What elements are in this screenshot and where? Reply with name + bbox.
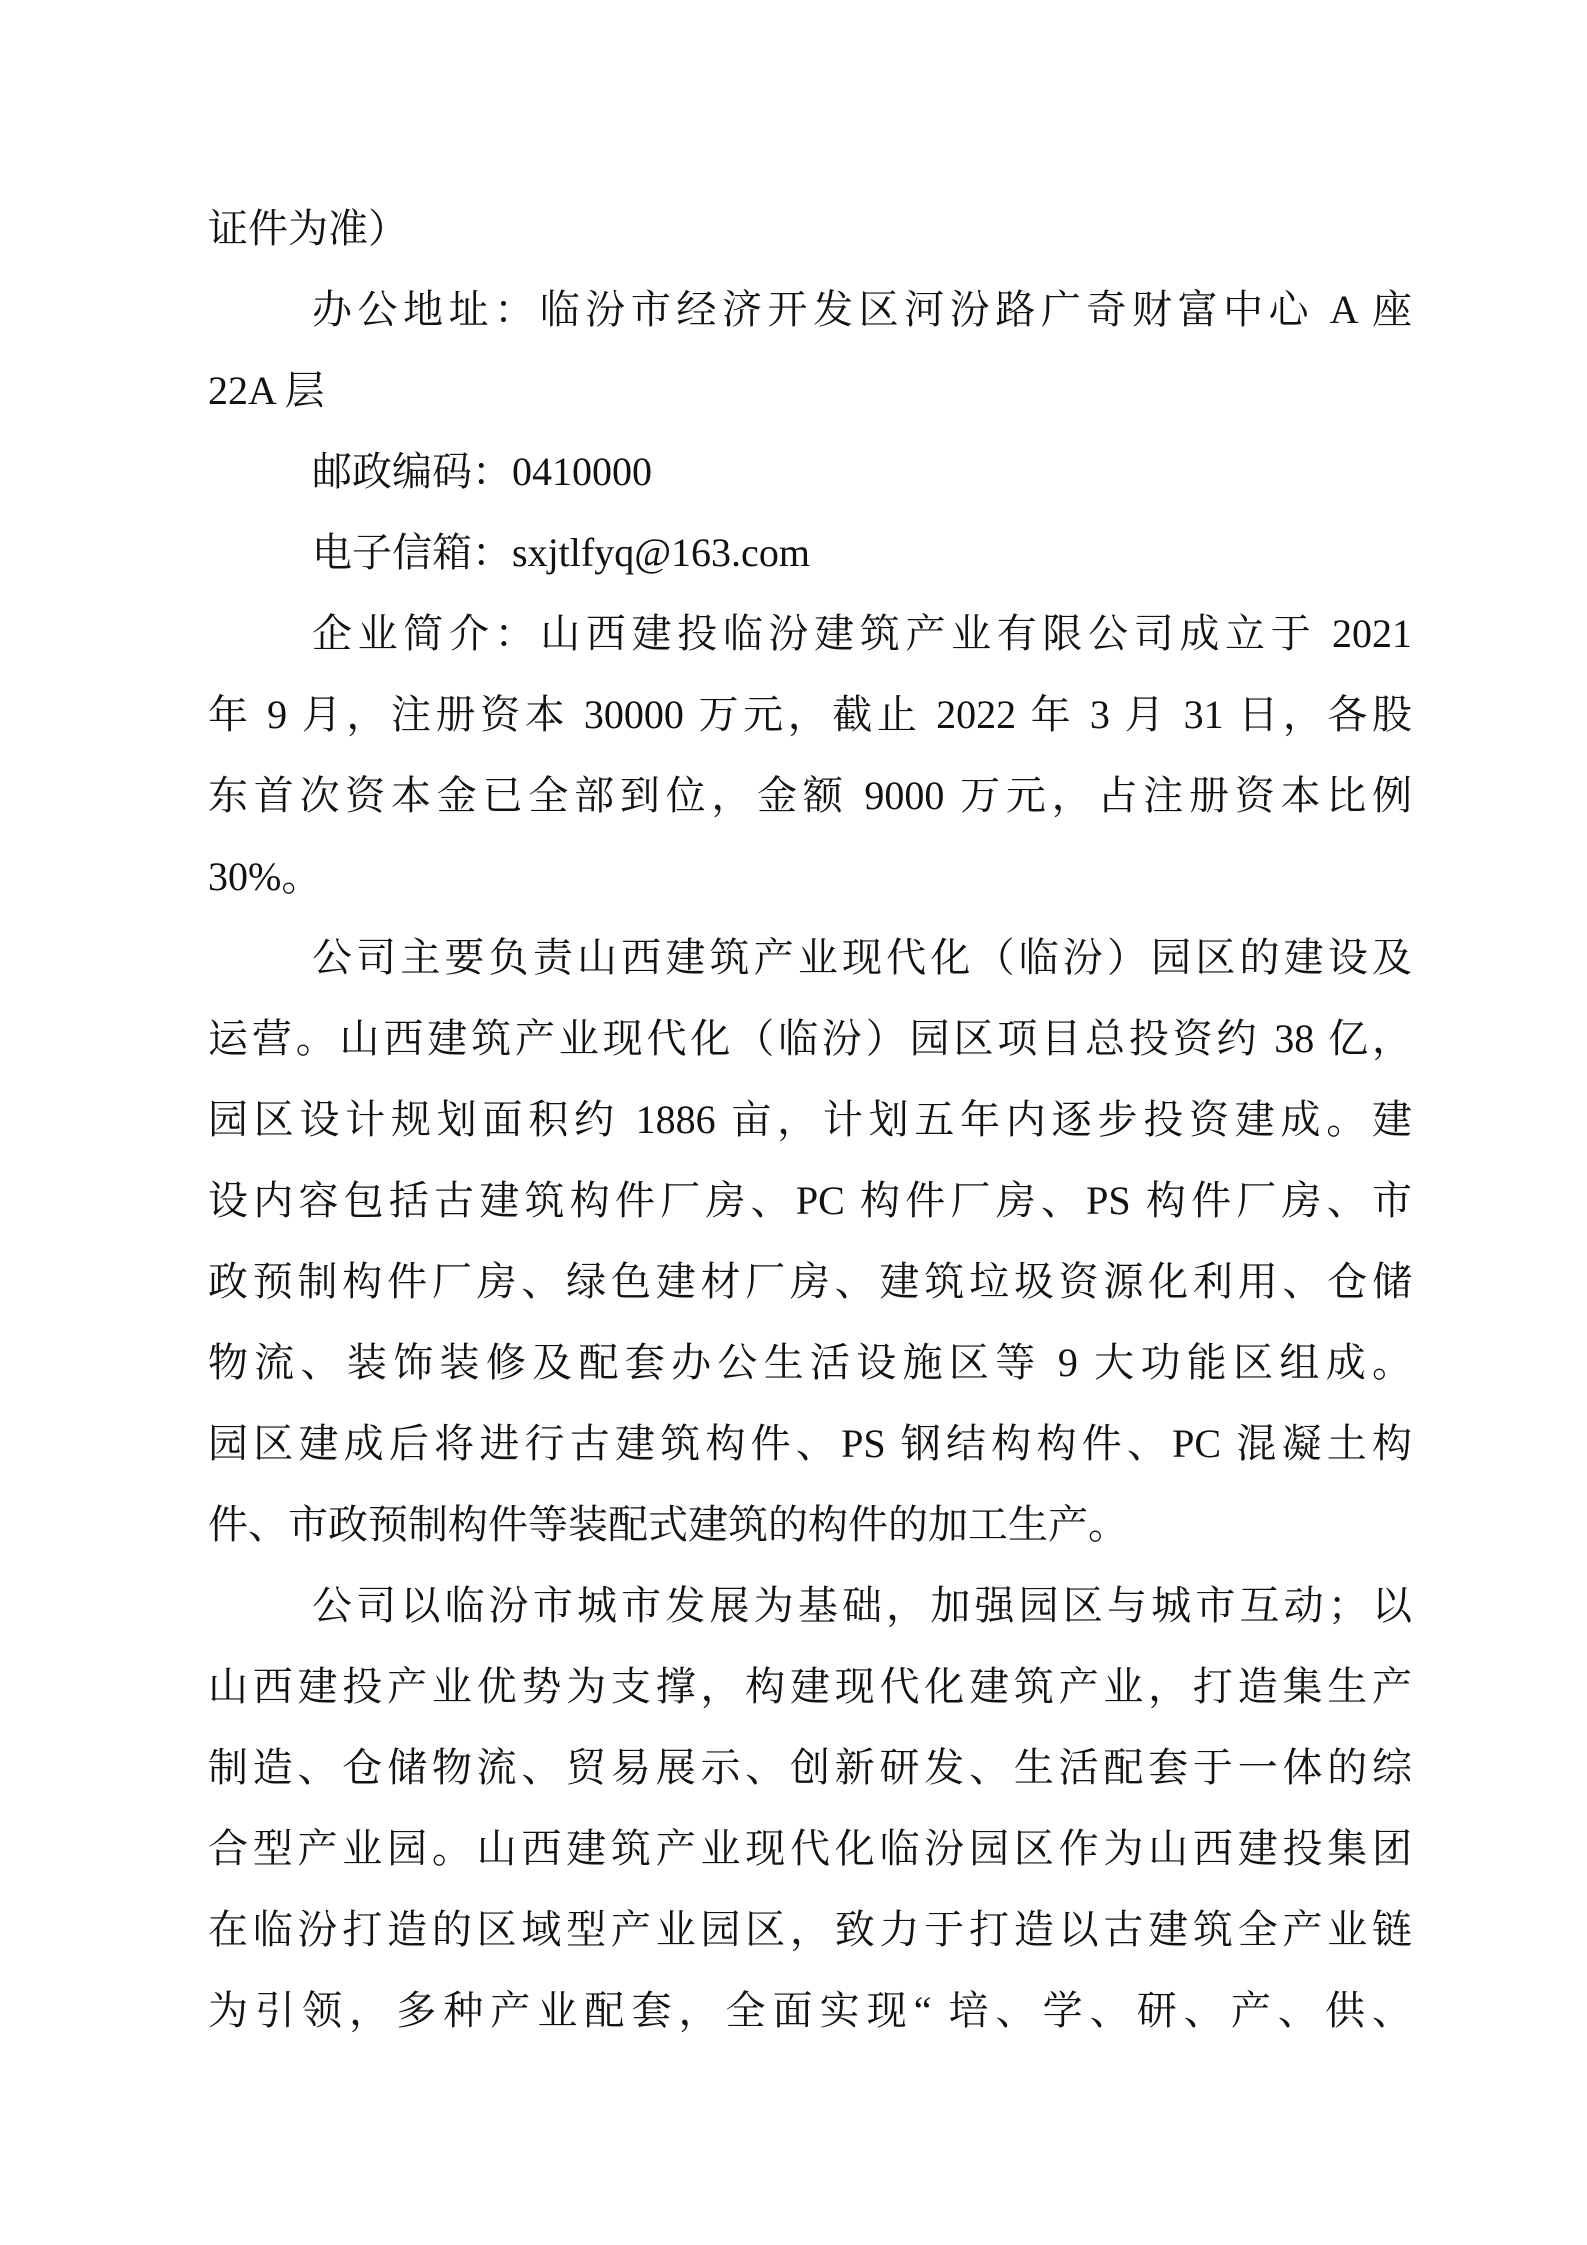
text-line: 电子信箱：sxjtlfyq@163.com xyxy=(312,530,810,575)
text-line: 件、市政预制构件等装配式建筑的构件的加工生产。 xyxy=(208,1502,1128,1547)
text-line: 在临汾打造的区域型产业园区，致力于打造以古建筑全产业链 xyxy=(208,1907,1412,1952)
text-line: 政预制构件厂房、绿色建材厂房、建筑垃圾资源化利用、仓储 xyxy=(208,1259,1412,1304)
text-line: 合型产业园。山西建筑产业现代化临汾园区作为山西建投集团 xyxy=(208,1826,1412,1871)
text-line: 22A 层 xyxy=(208,368,325,413)
text-line: 东首次资本金已全部到位，金额 9000 万元，占注册资本比例 xyxy=(208,773,1412,818)
text-line: 公司主要负责山西建筑产业现代化（临汾）园区的建设及 xyxy=(312,935,1412,980)
text-line: 制造、仓储物流、贸易展示、创新研发、生活配套于一体的综 xyxy=(208,1745,1412,1790)
text-line: 年 9 月，注册资本 30000 万元，截止 2022 年 3 月 31 日，各股 xyxy=(208,692,1412,737)
text-line: 山西建投产业优势为支撑，构建现代化建筑产业，打造集生产 xyxy=(208,1664,1412,1709)
text-line: 设内容包括古建筑构件厂房、PC 构件厂房、PS 构件厂房、市 xyxy=(208,1178,1412,1223)
text-line: 30%。 xyxy=(208,854,322,899)
document-body xyxy=(208,188,1412,2051)
text-line: 证件为准） xyxy=(208,206,408,251)
text-line: 物流、装饰装修及配套办公生活设施区等 9 大功能区组成。 xyxy=(208,1340,1412,1385)
text-line: 邮政编码：0410000 xyxy=(312,449,652,494)
text-line: 运营。山西建筑产业现代化（临汾）园区项目总投资约 38 亿， xyxy=(208,1016,1412,1061)
text-line: 园区建成后将进行古建筑构件、PS 钢结构构件、PC 混凝土构 xyxy=(208,1421,1412,1466)
text-line: 园区设计规划面积约 1886 亩，计划五年内逐步投资建成。建 xyxy=(208,1097,1412,1142)
text-line: 企业简介：山西建投临汾建筑产业有限公司成立于 2021 xyxy=(312,611,1412,656)
text-line: 公司以临汾市城市发展为基础，加强园区与城市互动；以 xyxy=(312,1583,1412,1628)
text-line: 办公地址：临汾市经济开发区河汾路广奇财富中心 A 座 xyxy=(312,287,1412,332)
text-line: 为引领，多种产业配套，全面实现“ 培、学、研、产、供、 xyxy=(208,1988,1412,2033)
